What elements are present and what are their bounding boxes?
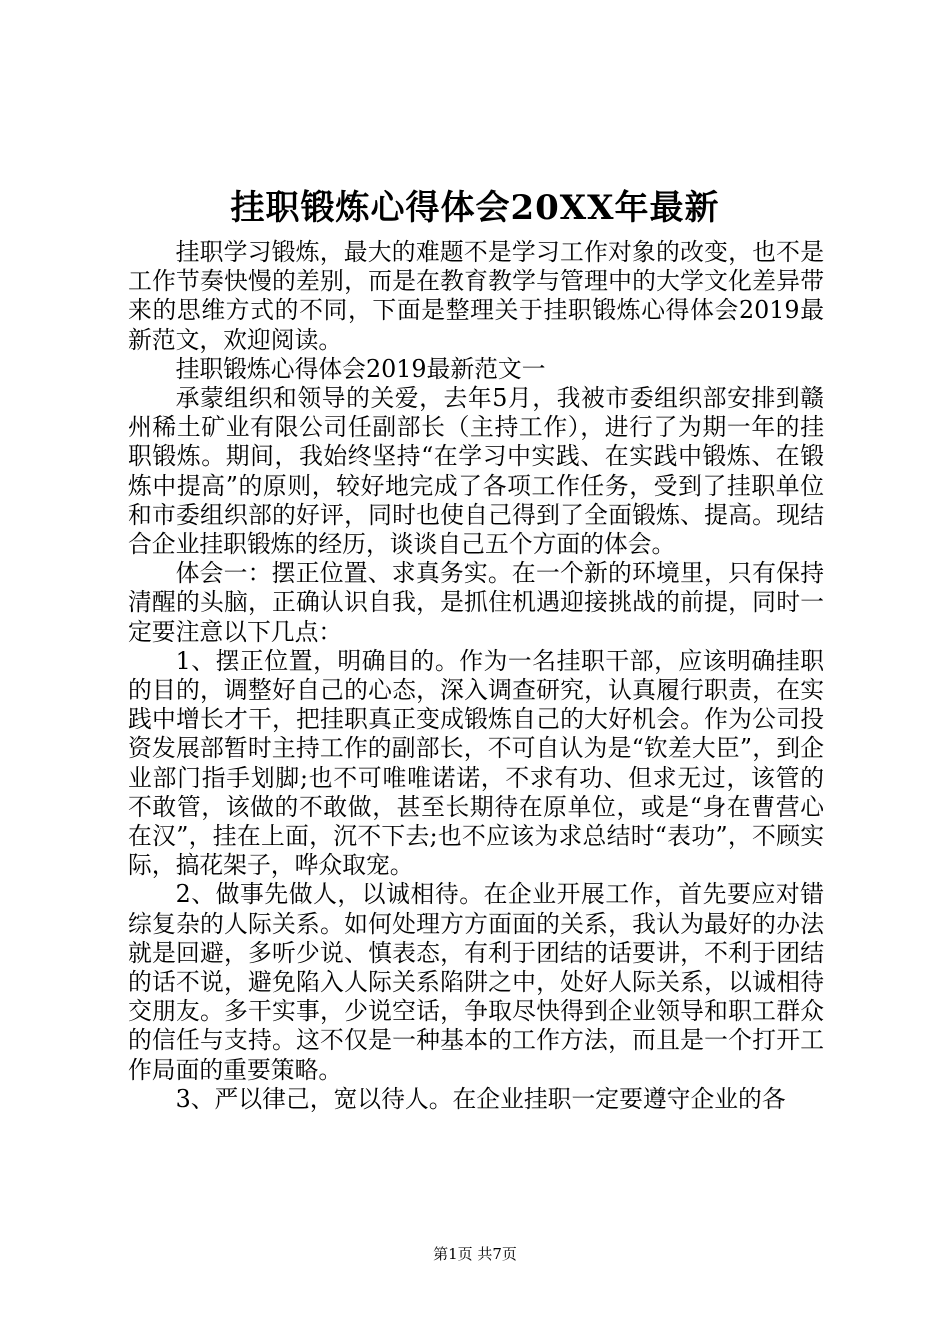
- page-number-footer: 第1页 共7页: [433, 1245, 517, 1263]
- document-body: [128, 238, 824, 1114]
- body-paragraph: 1、摆正位置，明确目的。作为一名挂职干部，应该明确挂职的目的，调整好自己的心态，深入调查研究，认真履行职责，在实践中增长才干，把挂职真正变成锻炼自己的大好机会。作为公司投资发展部暂时主持工作的副部长，不可自认为是“钦差大臣”，到企业部门指手划脚;也不可唯唯诺诺，不求有功、但求无过，该管的不敢管，该做的不敢做，甚至长期待在原单位，或是“身在曹营心在汉”，挂在上面，沉不下去;也不应该为求总结时“表功”，不顾实际，搞花架子，哗众取宠。: [128, 646, 824, 880]
- intro-paragraph: 挂职学习锻炼，最大的难题不是学习工作对象的改变，也不是工作节奏快慢的差别，而是在教育教学与管理中的大学文化差异带来的思维方式的不同，下面是整理关于挂职锻炼心得体会2019最新范文，欢迎阅读。: [128, 238, 824, 354]
- body-paragraph: 体会一：摆正位置、求真务实。在一个新的环境里，只有保持清醒的头脑，正确认识自我，是抓住机遇迎接挑战的前提，同时一定要注意以下几点：: [128, 559, 824, 646]
- body-paragraph: 3、严以律己，宽以待人。在企业挂职一定要遵守企业的各: [175, 1084, 786, 1113]
- document-title: 挂职锻炼心得体会20XX年最新: [230, 188, 720, 228]
- section-heading: 挂职锻炼心得体会2019最新范文一: [175, 354, 546, 383]
- body-paragraph: 承蒙组织和领导的关爱，去年5月，我被市委组织部安排到赣州稀土矿业有限公司任副部长（主持工作），进行了为期一年的挂职锻炼。期间，我始终坚持“在学习中实践、在实践中锻炼、在锻炼中提高”的原则，较好地完成了各项工作任务，受到了挂职单位和市委组织部的好评，同时也使自己得到了全面锻炼、提高。现结合企业挂职锻炼的经历，谈谈自己五个方面的体会。: [128, 384, 824, 559]
- body-paragraph: 2、做事先做人，以诚相待。在企业开展工作，首先要应对错综复杂的人际关系。如何处理方方面面的关系，我认为最好的办法就是回避，多听少说、慎表态，有利于团结的话要讲，不利于团结的话不说，避免陷入人际关系陷阱之中，处好人际关系，以诚相待交朋友。多干实事，少说空话，争取尽快得到企业领导和职工群众的信任与支持。这不仅是一种基本的工作方法，而且是一个打开工作局面的重要策略。: [128, 880, 824, 1084]
